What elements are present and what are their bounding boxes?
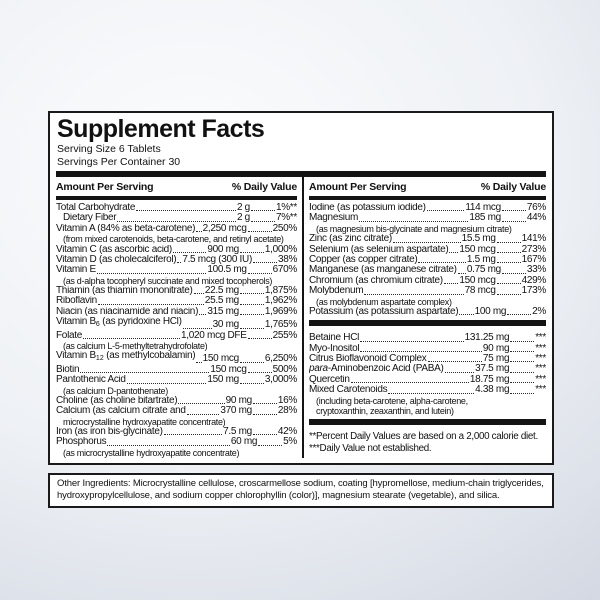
dot-leader (240, 328, 264, 329)
dot-leader (458, 273, 466, 274)
dot-leader (364, 294, 463, 295)
dot-leader (196, 231, 201, 232)
nutrient-name: Vitamin $B_6$ (as pyridoxine HCl) (56, 317, 182, 329)
other-nutrient-rows (309, 330, 546, 416)
daily-value-header: % Daily Value (231, 181, 297, 193)
nutrient-name: Folate (56, 330, 82, 341)
nutrient-source-note: (as microcrystalline hydroxyapatite concentrate) (63, 447, 240, 458)
nutrient-daily-value: 33% (526, 265, 546, 276)
nutrient-amount: 4.38 mg (475, 385, 510, 396)
dot-leader (117, 221, 236, 222)
dot-leader (196, 362, 201, 363)
nutrient-row (56, 375, 297, 385)
dot-leader (177, 262, 181, 263)
nutrient-row (309, 203, 546, 213)
nutrient-name: Biotin (56, 364, 80, 375)
nutrient-name: Zinc (as zinc citrate) (309, 234, 392, 245)
dot-leader (510, 361, 534, 362)
dot-leader (497, 242, 521, 243)
amount-per-serving-header: Amount Per Serving (309, 181, 407, 193)
amount-per-serving-header: Amount Per Serving (56, 181, 154, 193)
nutrient-amount: 2 g (236, 203, 250, 213)
dot-leader (359, 221, 468, 222)
dot-leader (98, 304, 204, 305)
dot-leader (393, 242, 461, 243)
dot-leader (107, 445, 229, 446)
mineral-rows (309, 200, 546, 317)
nutrient-amount: 90 mg (482, 343, 510, 354)
nutrient-source-note: (as calcium L-5-methyltetrahydrofolate) (63, 341, 208, 352)
dot-leader (418, 262, 465, 263)
nutrient-daily-value: 273% (521, 244, 546, 255)
nutrient-name: para-Aminobenzoic Acid (PABA) (309, 364, 444, 375)
nutrient-amount: 150 mcg (202, 353, 239, 365)
nutrient-daily-value: 5% (283, 437, 297, 448)
nutrient-row (309, 276, 546, 286)
dot-leader (136, 210, 236, 211)
nutrient-daily-value: 670% (272, 265, 297, 276)
nutrient-daily-value: *** (535, 343, 546, 354)
nutrient-amount: 25.5 mg (204, 296, 239, 307)
nutrient-amount: 100 mg (474, 306, 507, 317)
nutrient-amount: 22.5 mg (204, 286, 239, 297)
nutrient-row (56, 406, 297, 416)
nutrient-row (56, 365, 297, 375)
dot-leader (253, 262, 277, 263)
nutrient-daily-value: 76% (526, 203, 546, 213)
dot-leader (240, 362, 264, 363)
nutrient-row (309, 375, 546, 385)
nutrient-name: Vitamin $B_{12}$ (as methylcobalamin) (56, 351, 196, 363)
serving-size: Serving Size 6 Tablets (57, 143, 161, 155)
dot-leader (510, 382, 534, 383)
nutrient-amount: 185 mg (469, 213, 501, 224)
right-column (304, 177, 546, 458)
dot-leader (178, 403, 224, 404)
nutrient-source-note: (as magnesium bis-glycinate and magnesium citrate) (316, 223, 512, 234)
nutrient-amount: 75 mg (482, 354, 510, 365)
nutrient-name: Copper (as copper citrate) (309, 254, 418, 265)
nutrient-name: Vitamin A (84% as beta-carotene) (56, 223, 196, 234)
nutrient-daily-value: 255% (272, 330, 297, 341)
nutrient-amount: 2,250 mcg (202, 223, 247, 234)
nutrient-daily-value: 1,969% (264, 306, 297, 317)
nutrient-name: Selenium (as selenium aspartate) (309, 244, 449, 255)
nutrient-daily-value: 429% (521, 275, 546, 286)
nutrient-name: Betaine HCl (309, 333, 360, 344)
nutrient-daily-value: 141% (521, 234, 546, 245)
dot-leader (497, 283, 521, 284)
dot-leader (83, 338, 180, 339)
nutrient-row (56, 331, 297, 341)
dot-leader (502, 210, 526, 211)
nutrient-source-note: (from mixed carotenoids, beta-carotene, and retinyl acetate) (63, 234, 284, 245)
daily-value-header: % Daily Value (480, 181, 546, 193)
nutrient-amount: 150 mg (207, 375, 239, 386)
nutrient-amount: 60 mg (230, 437, 258, 448)
nutrient-amount: 100.5 mg (207, 265, 247, 276)
nutrient-daily-value: 42% (277, 426, 297, 437)
nutrient-amount: 150 mcg (459, 244, 496, 255)
dot-leader (388, 393, 474, 394)
dot-leader (251, 210, 275, 211)
dot-leader (97, 273, 206, 274)
nutrient-name: Mixed Carotenoids (309, 385, 388, 396)
nutrient-row (309, 364, 546, 374)
nutrient-amount: 7.5 mg (223, 426, 252, 437)
other-ingredients-text: Other Ingredients: Microcrystalline cellulose, croscarmellose sodium, coating [hypromellose, medium-chain triglycerides, hydroxypropylcellulose, and sodium copper chlorophyllin (color)], magnesium stearate (vegetable), and silica. (57, 478, 544, 501)
dot-leader (444, 283, 459, 284)
dot-leader (240, 304, 264, 305)
dot-leader (248, 338, 272, 339)
nutrient-name: Vitamin D (as cholecalciferol) (56, 254, 177, 265)
nutrient-row (56, 255, 297, 265)
nutrient-row (309, 234, 546, 244)
footnote-not-established: ***Daily Value not established. (309, 442, 432, 454)
nutrient-row (56, 224, 297, 234)
nutrient-daily-value: 1,875% (264, 286, 297, 297)
nutrient-daily-value: 38% (278, 254, 297, 265)
nutrient-name: Total Carbohydrate (56, 203, 136, 213)
nutrient-row (56, 213, 297, 223)
section-divider-bar (309, 320, 546, 326)
nutrient-amount: 2 g (236, 213, 250, 224)
dot-leader (351, 382, 469, 383)
nutrient-daily-value: 1,765% (264, 319, 297, 331)
nutrient-source-note: (as molybdenum aspartate complex) (316, 296, 452, 307)
nutrient-daily-value: 1,000% (264, 244, 297, 255)
other-ingredients-box (48, 473, 554, 508)
nutrient-amount: 15.5 mg (461, 234, 496, 245)
nutrient-name: Vitamin C (as ascorbic acid) (56, 244, 172, 255)
dot-leader (240, 383, 264, 384)
dot-leader (258, 445, 282, 446)
nutrient-columns (56, 177, 546, 458)
nutrient-amount: 150 mcg (210, 364, 247, 375)
nutrient-row (309, 213, 546, 223)
dot-leader (497, 262, 521, 263)
nutrient-name: Citrus Bioflavonoid Complex (309, 354, 427, 365)
nutrient-daily-value: 6,250% (264, 353, 297, 365)
dot-leader (194, 293, 204, 294)
dot-leader (428, 361, 482, 362)
nutrient-row (309, 333, 546, 343)
nutrient-daily-value: 44% (526, 213, 546, 224)
left-rows (56, 200, 297, 458)
nutrient-name: Phosphorus (56, 437, 107, 448)
nutrient-name: Riboflavin (56, 296, 97, 307)
nutrient-name: Vitamin E (56, 265, 96, 276)
dot-leader (199, 314, 206, 315)
dot-leader (510, 393, 534, 394)
nutrient-row (56, 317, 297, 330)
nutrient-row (309, 255, 546, 265)
nutrient-daily-value: *** (535, 354, 546, 365)
nutrient-amount: 150 mcg (459, 275, 496, 286)
dot-leader (248, 231, 272, 232)
dot-leader (502, 221, 526, 222)
nutrient-name: Manganese (as manganese citrate) (309, 265, 457, 276)
dot-leader (183, 328, 212, 329)
nutrient-row (56, 427, 297, 437)
nutrient-name: Dietary Fiber (63, 213, 117, 224)
nutrient-row (56, 296, 297, 306)
dot-leader (507, 314, 531, 315)
nutrient-amount: 900 mg (207, 244, 239, 255)
supplement-label (48, 111, 554, 508)
dot-leader (253, 414, 277, 415)
nutrient-amount: 18.75 mg (469, 374, 510, 385)
nutrient-row (56, 437, 297, 447)
nutrient-daily-value: 16% (277, 395, 297, 406)
nutrient-row (56, 307, 297, 317)
dot-leader (164, 434, 222, 435)
nutrient-name: Pantothenic Acid (56, 375, 126, 386)
dot-leader (510, 341, 534, 342)
nutrient-daily-value: 167% (521, 254, 546, 265)
nutrient-name: Molybdenum (309, 286, 364, 297)
right-column-header (309, 177, 546, 196)
nutrient-amount: 1.5 mg (466, 254, 496, 265)
nutrient-amount: 315 mg (207, 306, 239, 317)
dot-leader (510, 372, 534, 373)
nutrient-row (56, 203, 297, 213)
footnotes (309, 429, 546, 454)
nutrient-source-note: cryptoxanthin, zeaxanthin, and lutein) (316, 405, 454, 416)
nutrient-daily-value: *** (535, 364, 546, 375)
nutrient-name: Potassium (as potassium aspartate) (309, 306, 459, 317)
nutrient-name: Niacin (as niacinamide and niacin) (56, 306, 199, 317)
dot-leader (80, 372, 209, 373)
supplement-facts-panel (48, 111, 554, 465)
nutrient-daily-value: 2% (532, 306, 546, 317)
nutrient-name: Calcium (as calcium citrate and (56, 406, 186, 417)
nutrient-name: Chromium (as chromium citrate) (309, 275, 443, 286)
dot-leader (510, 351, 534, 352)
nutrient-row (309, 286, 546, 296)
nutrient-row (309, 265, 546, 275)
nutrient-row (56, 245, 297, 255)
nutrient-row (56, 351, 297, 364)
nutrient-daily-value: *** (535, 374, 546, 385)
panel-title: Supplement Facts (57, 115, 265, 143)
dot-leader (240, 314, 264, 315)
nutrient-name: Magnesium (309, 213, 358, 224)
nutrient-daily-value: 1%** (275, 203, 297, 213)
dot-leader (459, 314, 473, 315)
left-column-header (56, 177, 297, 196)
nutrient-name: Thiamin (as thiamin mononitrate) (56, 286, 193, 297)
nutrient-amount: 30 mg (212, 319, 239, 331)
nutrient-amount: 78 mcg (464, 286, 496, 297)
left-column (56, 177, 304, 458)
nutrient-daily-value: 500% (272, 364, 297, 375)
nutrient-row (309, 307, 546, 317)
nutrient-source-note: (as d-alpha tocopheryl succinate and mixed tocopherols) (63, 275, 273, 286)
dot-leader (502, 273, 526, 274)
nutrient-amount: 37.5 mg (475, 364, 510, 375)
nutrient-amount: 0.75 mg (466, 265, 501, 276)
dot-leader (248, 273, 272, 274)
dot-leader (449, 252, 458, 253)
dot-leader (445, 372, 475, 373)
dot-leader (240, 293, 264, 294)
nutrient-name: Quercetin (309, 374, 350, 385)
nutrient-amount: 7.5 mcg (300 IU) (182, 254, 252, 265)
nutrient-row (56, 286, 297, 296)
nutrient-row (56, 265, 297, 275)
nutrient-daily-value: 250% (272, 223, 297, 234)
nutrient-source-note: (including beta-carotene, alpha-carotene, (316, 395, 468, 406)
nutrient-daily-value: 28% (277, 406, 297, 417)
footnote-daily-values: **Percent Daily Values are based on a 2,000 calorie diet. (309, 431, 538, 443)
nutrient-amount: 114 mcg (465, 203, 501, 213)
section-divider-bar (309, 419, 546, 425)
nutrient-source-note: (as calcium D-pantothenate) (63, 385, 168, 396)
dot-leader (127, 383, 207, 384)
nutrient-amount: 1,020 mcg DFE (181, 330, 247, 341)
nutrient-row (309, 245, 546, 255)
nutrient-amount: 370 mg (220, 406, 252, 417)
dot-leader (497, 252, 521, 253)
nutrient-daily-value: 173% (521, 286, 546, 297)
nutrient-row (309, 385, 546, 395)
nutrient-name: Iron (as iron bis-glycinate) (56, 426, 163, 437)
nutrient-name: Choline (as choline bitartrate) (56, 395, 178, 406)
nutrient-name: Iodine (as potassium iodide) (309, 203, 426, 213)
dot-leader (173, 252, 206, 253)
servings-per-container: Servings Per Container 30 (57, 155, 181, 168)
dot-leader (360, 351, 482, 352)
nutrient-row (309, 354, 546, 364)
dot-leader (253, 434, 277, 435)
nutrient-daily-value: 3,000% (264, 375, 297, 386)
nutrient-row (56, 396, 297, 406)
dot-leader (251, 221, 275, 222)
dot-leader (248, 372, 272, 373)
nutrient-daily-value: 1,962% (264, 296, 297, 307)
nutrient-daily-value: 7%** (275, 213, 297, 224)
dot-leader (240, 252, 264, 253)
dot-leader (427, 210, 465, 211)
nutrient-daily-value: *** (535, 385, 546, 396)
nutrient-row (309, 344, 546, 354)
dot-leader (497, 294, 521, 295)
nutrient-daily-value: *** (535, 333, 546, 344)
dot-leader (187, 414, 220, 415)
dot-leader (253, 403, 277, 404)
nutrient-name: Myo-Inositol (309, 343, 360, 354)
nutrient-amount: 131.25 mg (464, 333, 510, 344)
dot-leader (360, 341, 464, 342)
nutrient-source-note: microcrystalline hydroxyapatite concentrate) (63, 416, 226, 427)
nutrient-amount: 90 mg (225, 395, 252, 406)
